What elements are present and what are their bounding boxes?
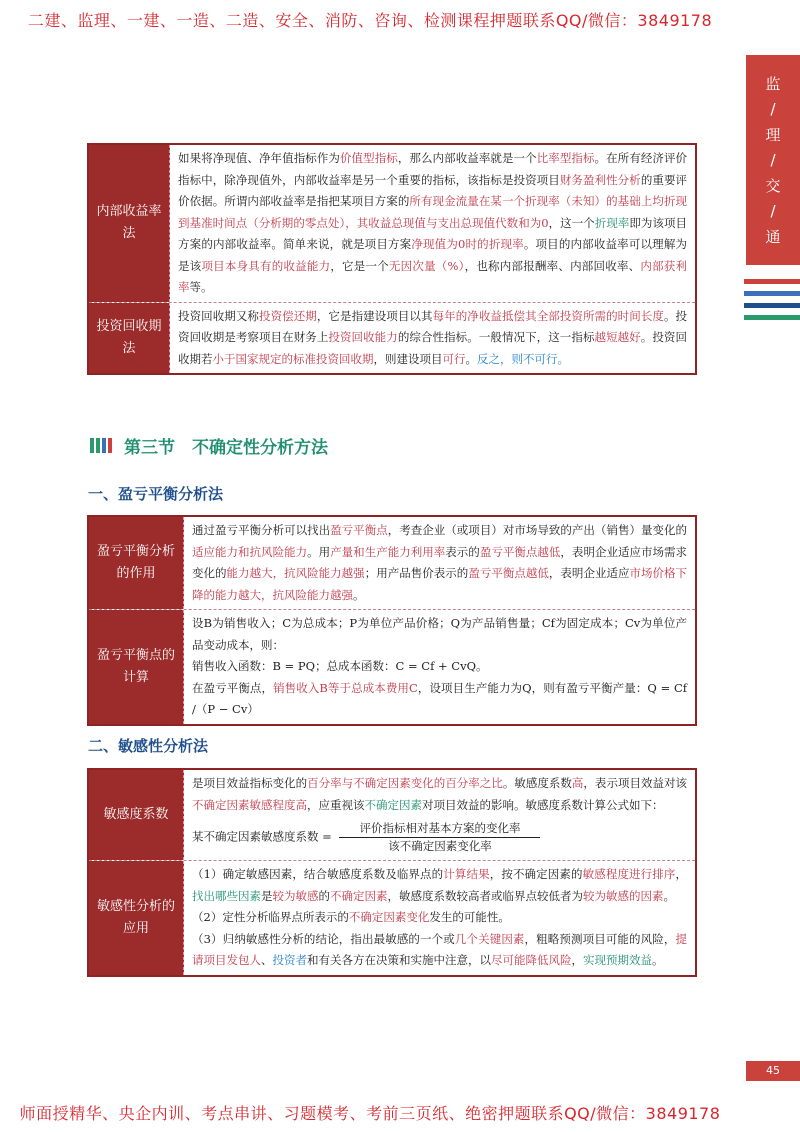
payback-text: 投资回收期又称投资偿还期，它是指建设项目以其每年的净收益抵偿其全部投资所需的时间长度。投资回收期是考察项目在财务上投资回收能力的综合性指标。一般情况下，这一指标越短越好。投资回收期若小于国家规定的标准投资回收期，则建设项目可行。反之，则不可行。 <box>178 308 688 366</box>
subsection-title-breakeven: 一、盈亏平衡分析法 <box>88 485 224 503</box>
side-tab-char: 监 <box>765 75 781 93</box>
irr-row <box>89 145 695 302</box>
breakeven-calc-heading: 盈亏平衡点的计算 <box>89 610 184 724</box>
side-tab-char: 理 <box>765 126 781 144</box>
chapter-side-tab <box>746 55 800 265</box>
side-color-stripes <box>744 279 800 327</box>
side-tab-char: / <box>770 100 776 118</box>
sensitivity-app-heading: 敏感性分析的应用 <box>89 861 184 975</box>
breakeven-table <box>87 515 697 726</box>
section-bars-icon <box>90 438 112 453</box>
breakeven-calc-row <box>89 609 695 724</box>
page-number: 45 <box>746 1061 800 1081</box>
side-tab-char: / <box>770 202 776 220</box>
subsection-title-sensitivity: 二、敏感性分析法 <box>88 737 209 755</box>
breakeven-role-heading: 盈亏平衡分析的作用 <box>89 517 184 609</box>
payback-row <box>89 302 695 374</box>
sensitivity-table <box>87 768 697 977</box>
sensitivity-app-row <box>89 860 695 975</box>
sensitivity-app-text: （1）确定敏感因素，结合敏感度系数及临界点的计算结果，按不确定因素的敏感程度进行排序，找出哪些因素是较为敏感的不确定因素，敏感度系数较高者或临界点较低者为较为敏感的因素。 （2）定性分析临界点所表示的不确定因素变化发生的可能性。 （3）归纳敏感性分析的结论，指出最敏感的一个或几个关键因素，粗略预测项目可能的风险，提请项目发包人、投资者和有关各方在决策和实施中注意，以尽可能降低风险，实现预期效益。 <box>192 867 687 967</box>
side-tab-char: 交 <box>765 177 781 195</box>
sensitivity-coef-heading: 敏感度系数 <box>89 770 184 860</box>
sensitivity-coef-text: 是项目效益指标变化的百分率与不确定因素变化的百分率之比。敏感度系数高，表示项目效益对该不确定因素敏感程度高，应重视该不确定因素对项目效益的影响。敏感度系数计算公式如下： 某不确定因素敏感度系数 = $\frac{\text{评价指标相对基本方案的变化率}}{\text{该不确定因素变化率}}$ <box>192 776 688 853</box>
irr-text: 如果将净现值、净年值指标作为价值型指标，那么内部收益率就是一个比率型指标。在所有经济评价指标中，除净现值外，内部收益率是另一个重要的指标，该指标是投资项目财务盈利性分析的重要评价依据。所谓内部收益率是指把某项目方案的所有现金流量在某一个折现率（未知）的基础上均折现到基准时间点（分析期的零点处），其收益总现值与支出总现值代数和为0，这一个折现率即为该项目方案的内部收益率。简单来说，就是项目方案净现值为0时的折现率。项目的内部收益率可以理解为是该项目本身具有的收益能力，它是一个无因次量（%），也称内部报酬率、内部回收率、内部获利率等。 <box>178 151 688 294</box>
top-banner: 二建、监理、一建、一造、二造、安全、消防、咨询、检测课程押题联系QQ/微信：3849178 <box>27 11 713 30</box>
side-tab-char: 通 <box>765 228 781 246</box>
sensitivity-coef-row <box>89 770 695 860</box>
section-title: 第三节 不确定性分析方法 <box>90 433 328 458</box>
irr-payback-table <box>87 143 697 375</box>
payback-heading: 投资回收期法 <box>89 303 170 374</box>
bottom-banner: 师面授精华、央企内训、考点串讲、习题模考、考前三页纸、绝密押题联系QQ/微信：3849178 <box>19 1104 721 1123</box>
breakeven-role-text: 通过盈亏平衡分析可以找出盈亏平衡点，考查企业（或项目）对市场导致的产出（销售）量变化的适应能力和抗风险能力。用产量和生产能力利用率表示的盈亏平衡点越低，表明企业适应市场需求变化的能力越大，抗风险能力越强；用产品售价表示的盈亏平衡点越低，表明企业适应市场价格下降的能力越大，抗风险能力越强。 <box>192 523 688 602</box>
sensitivity-formula: 某不确定因素敏感度系数 = $\frac{\text{评价指标相对基本方案的变化率}}{\text{该不确定因素变化率}}$ <box>192 820 687 855</box>
breakeven-calc-text: 设B为销售收入；C为总成本；P为单位产品价格；Q为产品销售量；Cf为固定成本；Cv为单位产品变动成本，则： 销售收入函数：B = PQ；总成本函数：C = Cf + CvQ。 在盈亏平衡点，销售收入B等于总成本费用C，设项目生产能力为Q，则有盈亏平衡产量：Q = Cf /（P − Cv） <box>192 616 688 716</box>
side-tab-char: / <box>770 151 776 169</box>
breakeven-role-row <box>89 517 695 609</box>
irr-heading: 内部收益率法 <box>89 145 170 302</box>
